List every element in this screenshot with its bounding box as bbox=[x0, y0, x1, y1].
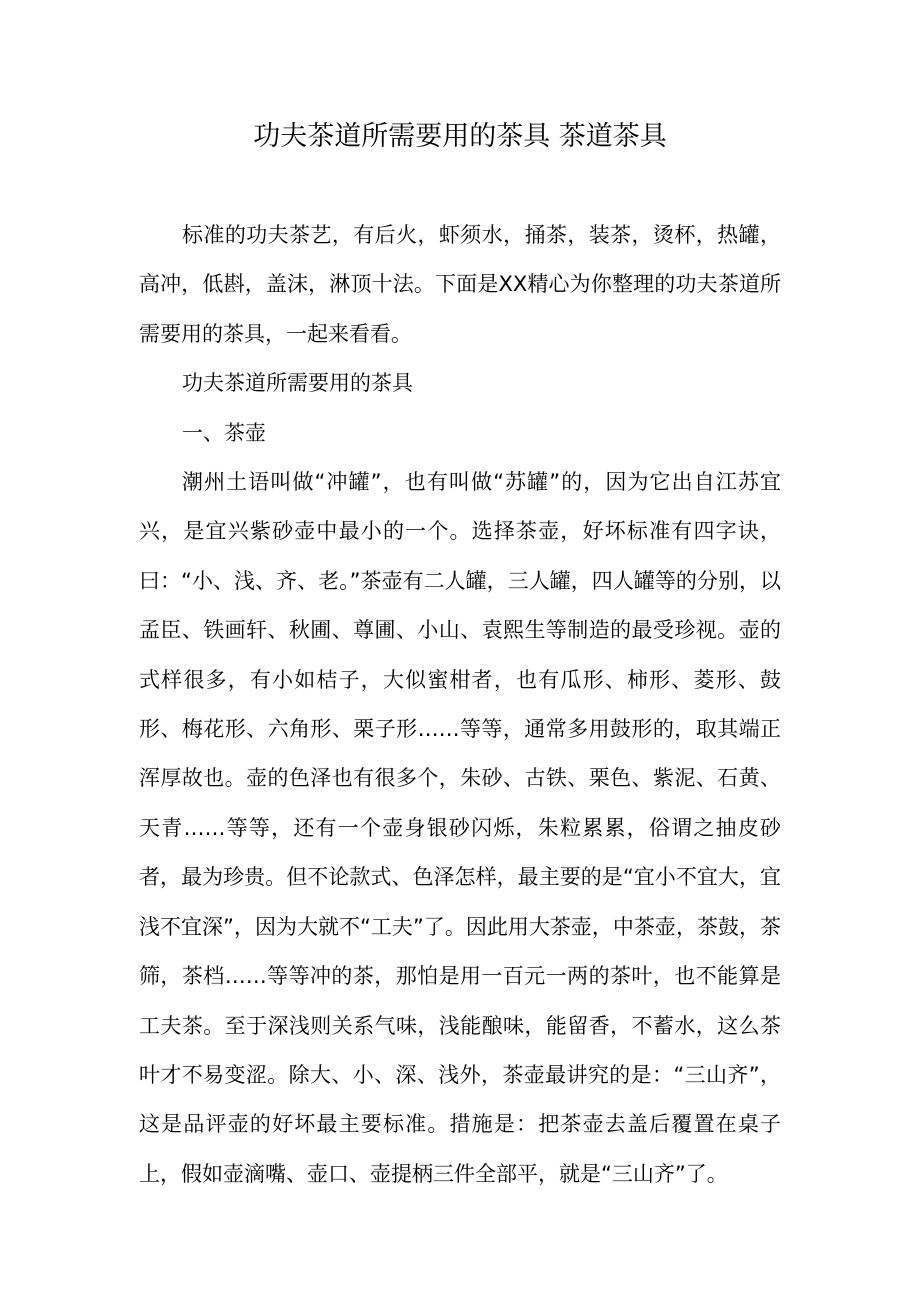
document-title: 功夫茶道所需要用的茶具 茶道茶具 bbox=[253, 121, 667, 152]
subsection-heading-teapot: 一、茶壶 bbox=[182, 420, 266, 445]
intro-paragraph: 标准的功夫茶艺，有后火，虾须水，捅茶，装茶，烫杯，热罐，高冲，低斟，盖沫，淋顶十法。下面是XX精心为你整理的功夫茶道所需要用的茶具，一起来看看。 bbox=[139, 223, 781, 346]
teapot-paragraph: 潮州土语叫做“冲罐”，也有叫做“苏罐”的，因为它出自江苏宜兴，是宜兴紫砂壶中最小的一个。选择茶壶，好坏标准有四字诀，曰：“小、浅、齐、老。”茶壶有二人罐，三人罐，四人罐等的分别，以孟臣、铁画轩、秋圃、尊圃、小山、袁熙生等制造的最受珍视。壶的式样很多，有小如桔子，大似蜜柑者，也有瓜形、柿形、菱形、鼓形、梅花形、六角形、栗子形……等等，通常多用鼓形的，取其端正浑厚故也。壶的色泽也有很多个，朱砂、古铁、栗色、紫泥、石黄、天青……等等，还有一个壶身银砂闪烁，朱粒累累，俗谓之抽皮砂者，最为珍贵。但不论款式、色泽怎样，最主要的是“宜小不宜大，宜浅不宜深”，因为大就不“工夫”了。因此用大茶壶，中茶壶，茶鼓，茶筛，茶档……等等冲的茶，那怕是用一百元一两的茶叶，也不能算是工夫茶。至于深浅则关系气味，浅能酿味，能留香，不蓄水，这么茶叶才不易变涩。除大、小、深、浅外，茶壶最讲究的是：“三山齐”，这是品评壶的好坏最主要标准。措施是：把茶壶去盖后覆置在桌子上，假如壶滴嘴、壶口、壶提柄三件全部平，就是“三山齐”了。 bbox=[139, 470, 781, 1186]
document-body bbox=[139, 211, 781, 1199]
section-heading: 功夫茶道所需要用的茶具 bbox=[182, 371, 413, 396]
